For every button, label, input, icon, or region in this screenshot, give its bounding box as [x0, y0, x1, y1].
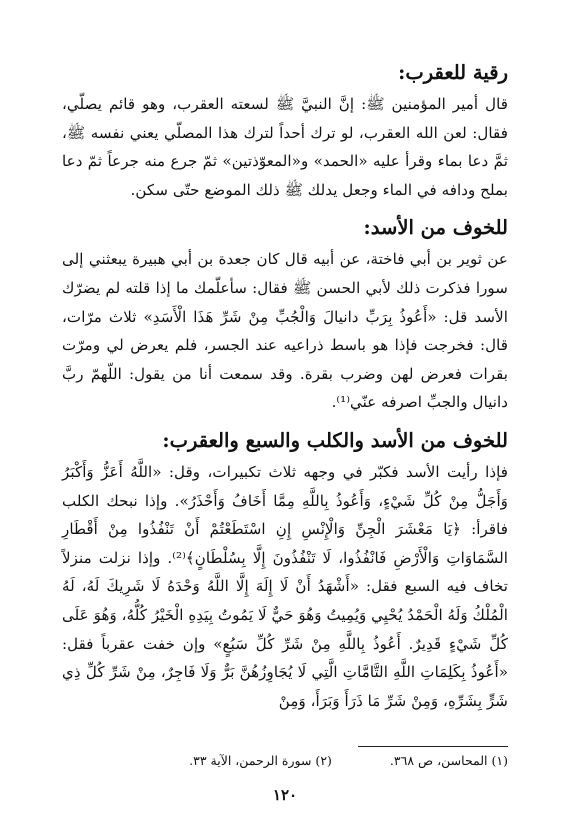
section-paragraph: فإذا رأيت الأسد فكبّر في وجهه ثلاث تكبيرات، وقل: «اللَّهُ أَعَزُّ وَأَكْبَرُ وَأَجَلُّ مِنْ كُلِّ شَيْءٍ، وَأَعُوذُ بِاللَّهِ مِمَّا أَخَافُ وَأَحْذَرُ». وإذا نبحك الكلب فاقرأ: ﴿يَا مَعْشَرَ الْجِنِّ وَالْإِنْسِ إِنِ اسْتَطَعْتُمْ أَنْ تَنْفُذُوا مِنْ أَقْطَارِ السَّمَاوَاتِ وَالْأَرْضِ فَانْفُذُوا، لَا تَنْفُذُونَ إِلَّا بِسُلْطَانٍ﴾⁽²⁾. وإذا نزلت منزلاً تخاف فيه السبع فقل: «أَشْهَدُ أَنْ لَا إِلَهَ إِلَّا اللَّهُ وَحْدَهُ لَا شَرِيكَ لَهُ، لَهُ الْمُلْكُ وَلَهُ الْحَمْدُ يُحْيِي وَيُمِيتُ وَهُوَ حَيٌّ لَا يَمُوتُ بِيَدِهِ الْخَيْرُ كُلُّهُ، وَهُوَ عَلَى كُلِّ شَيْءٍ قَدِيرٌ. أَعُوذُ بِاللَّهِ مِنْ شَرِّ كُلِّ سَبُعٍ» وإن خفت عقرباً فقل: «أَعُوذُ بِكَلِمَاتِ اللَّهِ التَّامَّاتِ الَّتِي لَا يُجَاوِزُهُنَّ بَرٌّ وَلَا فَاجِرٌ، مِنْ شَرِّ كُلِّ ذِي شَرٍّ بِشَرِّهِ، وَمِنْ شَرِّ مَا ذَرَأَ وَبَرَأَ، وَمِنْ [62, 462, 508, 710]
section-paragraph: قال أمير المؤمنين ﷺ: إنَّ النبيَّ ﷺ لسعته العقرب، وهو قائم يصلّي، فقال: لعن الله العقرب، لو ترك أحداً لترك هذا المصلّي يعني نفسه ﷺ، ثمَّ دعا بماء وقرأ عليه «الحمد» و«المعوّذتين» ثمّ جرع منه جرعاً ثمّ دعا بملح ودافه في الماء وجعل يدلك ﷺ ذلك الموضع حتّى سكن. [62, 95, 508, 199]
section-heading-scorpion-ruqya: رقية للعقرب: [398, 61, 508, 84]
section-heading-fear-lion: للخوف من الأسد: [363, 216, 508, 240]
footnote-divider [358, 746, 508, 747]
footnote-1: (١) المحاسن، ص ٣٦٨. [389, 753, 508, 768]
section-paragraph: عن ثوير بن أبي فاختة، عن أبيه قال كان جعدة بن أبي هبيرة يبعثني إلى سورا فذكرت ذلك لأبي الحسن ﷺ فقال: سأعلّمك ما إذا قلته لم يضرّك الأسد قل: «أَعُوذُ بِرَبِّ دانيالَ وَالْجُبِّ مِنْ شَرِّ هَذَا الْأَسَدِ» ثلاث مرّات، قال: فخرجت فإذا هو باسط ذراعيه عند الجسر، فلم يعرض لي ومرّت بقرات فعرض لهن وضرب بقرة. وقد سمعت أنا من يقول: اللّهمّ ربَّ دانيال والجبِّ اصرفه عنّي⁽¹⁾. [62, 250, 508, 412]
section-heading-fear-lion-dog-beast-scorpion: للخوف من الأسد والكلب والسبع والعقرب: [162, 428, 508, 452]
page-number: ١٢٠ [272, 786, 298, 804]
footnotes [62, 752, 508, 770]
footnote-2: (٢) سورة الرحمن، الآية ٣٣. [189, 753, 332, 768]
